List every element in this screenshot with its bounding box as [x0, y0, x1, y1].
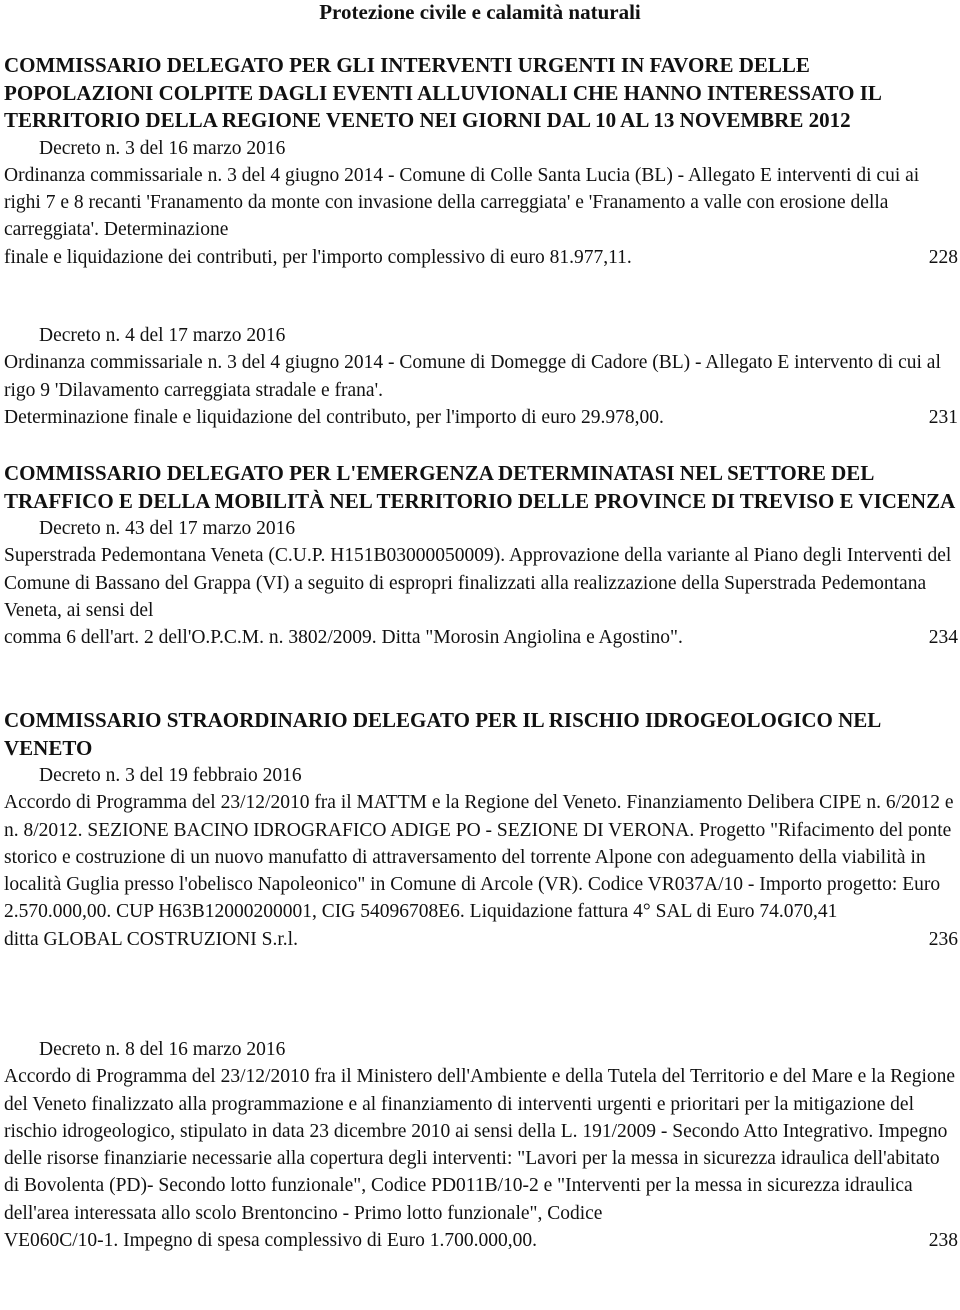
entry-decreto: Decreto n. 3 del 19 febbraio 2016: [39, 765, 302, 786]
entry-decreto: Decreto n. 4 del 17 marzo 2016: [39, 325, 286, 346]
entry-last-text: Determinazione finale e liquidazione del contributo, per l'importo di euro 29.978,00.: [4, 406, 664, 428]
toc-entry: [4, 1036, 958, 1254]
entry-last-text: VE060C/10-1. Impegno di spesa complessivo di Euro 1.700.000,00.: [4, 1230, 537, 1252]
entry-decreto: Decreto n. 8 del 16 marzo 2016: [39, 1039, 286, 1060]
entry-heading: COMMISSARIO DELEGATO PER GLI INTERVENTI URGENTI IN FAVORE DELLE POPOLAZIONI COLPITE DAGLI EVENTI ALLUVIONALI CHE HANNO INTERESSATO IL TERRITORIO DELLA REGIONE VENETO NEI GIORNI DAL 10 AL 13 NOVEMBRE 2012: [4, 53, 881, 132]
toc-entry: [4, 52, 958, 271]
entry-body: Ordinanza commissariale n. 3 del 4 giugno 2014 - Comune di Colle Santa Lucia (BL) - Allegato E interventi di cui ai righi 7 e 8 recanti 'Franamento da monte con invasione della carreggiata' e 'Franamento a valle con erosione della carreggiata'. Determinazione: [4, 164, 920, 241]
entry-body: Ordinanza commissariale n. 3 del 4 giugno 2014 - Comune di Domegge di Cadore (BL) - Allegato E intervento di cui al rigo 9 'Dilavamento carreggiata stradale e frana'.: [4, 352, 941, 401]
toc-entry: [4, 322, 958, 431]
page-number: 228: [928, 246, 958, 268]
page-number: 236: [928, 928, 958, 950]
entry-last-line: [4, 244, 958, 271]
entry-body: Accordo di Programma del 23/12/2010 fra il MATTM e la Regione del Veneto. Finanziamento Delibera CIPE n. 6/2012 e n. 8/2012. SEZIONE BACINO IDROGRAFICO ADIGE PO - SEZIONE DI VERONA. Progetto "Rifacimento del ponte storico e costruzione di un nuovo manufatto di attraversamento del torrente Alpone con adeguamento della viabilità in località Guglia presso l'obelisco Napoleonico" in Comune di Arcole (VR). Codice VR037A/10 - Importo progetto: Euro 2.570.000,00. CUP H63B12000200001, CIG 54096708E6. Liquidazione fattura 4° SAL di Euro 74.070,41: [4, 792, 954, 923]
entry-body: Superstrada Pedemontana Veneta (C.U.P. H151B03000050009). Approvazione della variante al Piano degli Interventi del Comune di Bassano del Grappa (VI) a seguito di espropri finalizzati alla realizzazione della Superstrada Pedemontana Veneta, ai sensi del: [4, 545, 952, 621]
toc-entry: [4, 707, 958, 953]
toc-entry: [4, 460, 958, 651]
entry-heading: COMMISSARIO STRAORDINARIO DELEGATO PER IL RISCHIO IDROGEOLOGICO NEL VENETO: [4, 708, 881, 760]
section-title: Protezione civile e calamità naturali: [319, 0, 641, 24]
entry-last-line: [4, 624, 958, 651]
entry-last-line: [4, 1227, 958, 1254]
page-number: 234: [928, 627, 958, 649]
entry-last-text: comma 6 dell'art. 2 dell'O.P.C.M. n. 3802/2009. Ditta "Morosin Angiolina e Agostino".: [4, 627, 683, 649]
entry-last-line: [4, 926, 958, 953]
entry-decreto: Decreto n. 3 del 16 marzo 2016: [39, 137, 286, 159]
entry-last-text: ditta GLOBAL COSTRUZIONI S.r.l.: [4, 928, 298, 950]
page-number: 231: [928, 406, 958, 428]
entry-last-text: finale e liquidazione dei contributi, per l'importo complessivo di euro 81.977,11.: [4, 246, 632, 268]
page-number: 238: [928, 1230, 958, 1252]
entry-body: Accordo di Programma del 23/12/2010 fra il Ministero dell'Ambiente e della Tutela del Territorio e del Mare e la Regione del Veneto finalizzato alla programmazione e al finanziamento di interventi urgenti e prioritari per la mitigazione del rischio idrogeologico, stipulato in data 23 dicembre 2010 ai sensi della L. 191/2009 - Secondo Atto Integrativo. Impegno delle risorse finanziarie necessarie alla copertura degli interventi: "Lavori per la messa in sicurezza idraulica dell'abitato di Bovolenta (PD)- Secondo lotto funzionale", Codice PD011B/10-2 e "Interventi per la messa in sicurezza idraulica dell'area interessata allo scolo Brentoncino - Primo lotto funzionale", Codice: [4, 1066, 956, 1224]
entry-decreto: Decreto n. 43 del 17 marzo 2016: [39, 518, 296, 539]
entry-last-line: [4, 404, 958, 431]
entry-heading: COMMISSARIO DELEGATO PER L'EMERGENZA DETERMINATASI NEL SETTORE DEL TRAFFICO E DELLA MOBILITÀ NEL TERRITORIO DELLE PROVINCE DI TREVISO E VICENZA: [4, 461, 956, 513]
